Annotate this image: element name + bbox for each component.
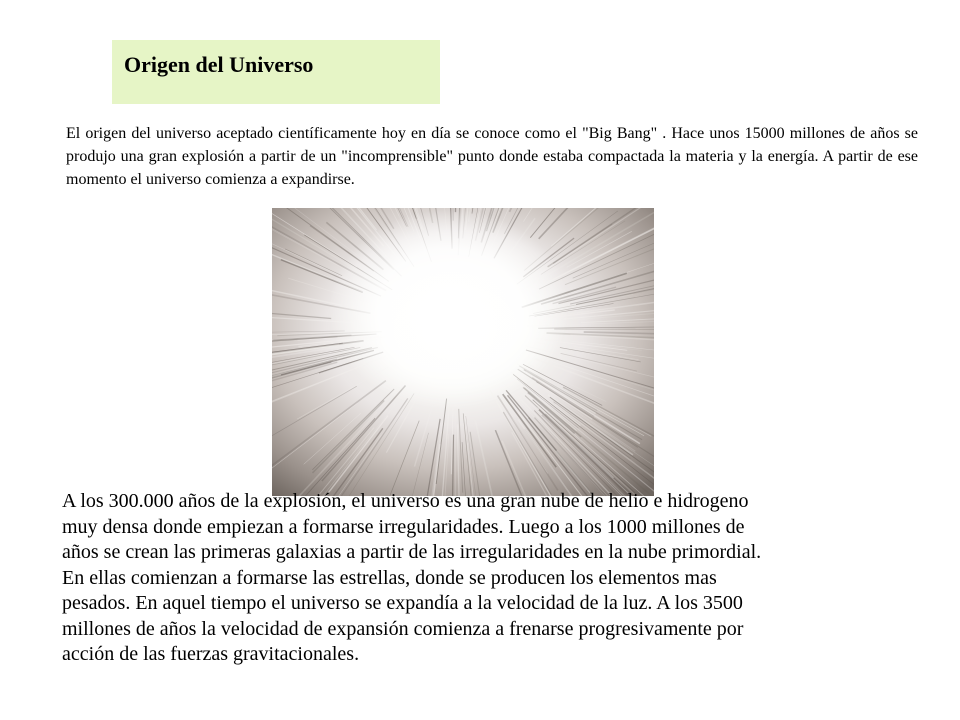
intro-paragraph: El origen del universo aceptado científicamente hoy en día se conoce como el "Big Bang" . Hace unos 15000 millones de años se produjo una gran explosión a partir de un "incomprensible" punto donde estaba compactada la materia y la energía. A partir de ese momento el universo comienza a expandirse. [66, 125, 918, 188]
page-title: Origen del Universo [124, 52, 314, 77]
body-line: acción de las fuerzas gravitacionales. [62, 643, 360, 665]
body-line: años se crean las primeras galaxias a partir de las irregularidades en la nube primordial. [62, 541, 762, 563]
body-line: muy densa donde empiezan a formarse irregularidades. Luego a los 1000 millones de [62, 515, 745, 538]
body-paragraph [62, 489, 928, 668]
body-line: pesados. En aquel tiempo el universo se expandía a la velocidad de la luz. A los 3500 [62, 592, 743, 614]
body-line: A los 300.000 años de la explosión, el universo es una gran nube de helio e hidrogeno [62, 490, 749, 512]
title-box [112, 40, 440, 104]
big-bang-image [272, 208, 654, 496]
body-line: millones de años la velocidad de expansión comienza a frenarse progresivamente por [62, 617, 744, 640]
body-line: En ellas comienzan a formarse las estrellas, donde se producen los elementos mas [62, 566, 717, 589]
big-bang-explosion-illustration [272, 208, 654, 496]
